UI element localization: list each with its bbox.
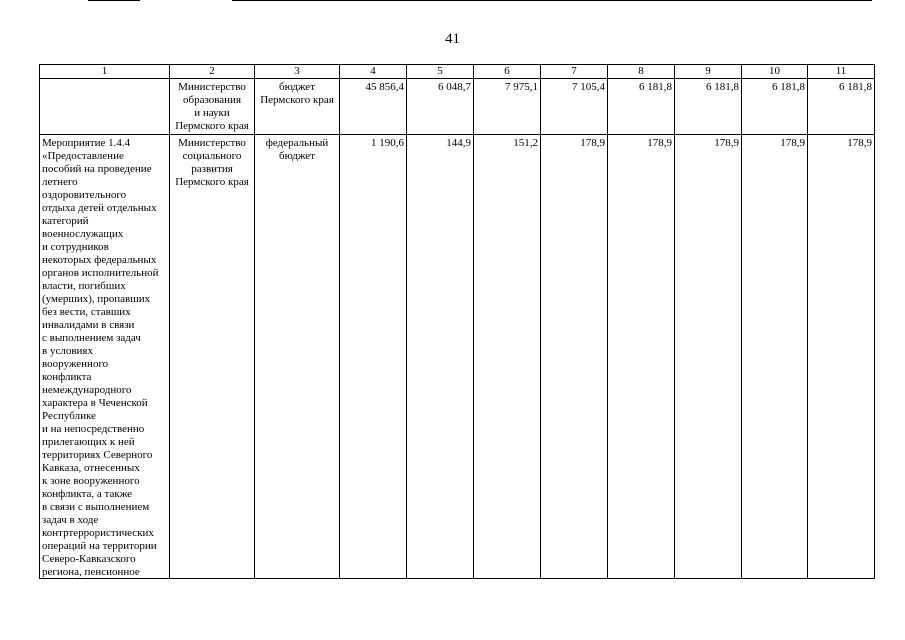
column-header-8: 8 — [608, 65, 675, 79]
value-cell-total: 1 190,6 — [340, 135, 407, 579]
value-cell: 178,9 — [608, 135, 675, 579]
value-cell: 144,9 — [407, 135, 474, 579]
value-cell: 151,2 — [474, 135, 541, 579]
value-cell: 178,9 — [675, 135, 742, 579]
column-header-9: 9 — [675, 65, 742, 79]
top-rule-left — [88, 0, 140, 1]
column-header-7: 7 — [541, 65, 608, 79]
event-description: Мероприятие 1.4.4 «Предоставление пособий на проведение летнего оздоровительного отдыха детей отдельных категорий военнослужащих и сотрудников некоторых федеральных органов исполнительной власти, погибших (умерших), пропавших без вести, ставших инвалидами в связи с выполнением задач в условиях вооруженного конфликта немеждународного характера в Чеченской Республике и на непосредственно прилегающих к ней территориях Северного Кавказа, отнесенных к зоне вооруженного конфликта, а также в связи с выполнением задач в ходе контртеррористических операций на территории Северо-Кавказского региона, пенсионное — [42, 137, 159, 577]
event-cell — [40, 135, 170, 579]
value-cell: 6 181,8 — [742, 79, 808, 135]
table-row — [40, 135, 875, 579]
header-row — [40, 65, 875, 79]
column-header-10: 10 — [742, 65, 808, 79]
column-header-1: 1 — [40, 65, 170, 79]
funding-source-cell: федеральный бюджет — [255, 135, 340, 579]
column-header-5: 5 — [407, 65, 474, 79]
value-cell: 6 181,8 — [675, 79, 742, 135]
column-header-3: 3 — [255, 65, 340, 79]
top-rule-right — [232, 0, 872, 1]
executor-cell: Министерство образования и науки Пермского края — [170, 79, 255, 135]
page-number: 41 — [445, 31, 460, 47]
value-cell: 178,9 — [541, 135, 608, 579]
executor-cell: Министерство социального развития Пермского края — [170, 135, 255, 579]
budget-table — [39, 64, 875, 579]
value-cell: 178,9 — [742, 135, 808, 579]
value-cell: 6 048,7 — [407, 79, 474, 135]
value-cell: 7 105,4 — [541, 79, 608, 135]
value-cell: 6 181,8 — [808, 79, 875, 135]
funding-source-cell: бюджет Пермского края — [255, 79, 340, 135]
value-cell-total: 45 856,4 — [340, 79, 407, 135]
event-cell — [40, 79, 170, 135]
value-cell: 6 181,8 — [608, 79, 675, 135]
value-cell: 7 975,1 — [474, 79, 541, 135]
column-header-4: 4 — [340, 65, 407, 79]
column-header-11: 11 — [808, 65, 875, 79]
column-header-6: 6 — [474, 65, 541, 79]
value-cell: 178,9 — [808, 135, 875, 579]
table-row — [40, 79, 875, 135]
column-header-2: 2 — [170, 65, 255, 79]
